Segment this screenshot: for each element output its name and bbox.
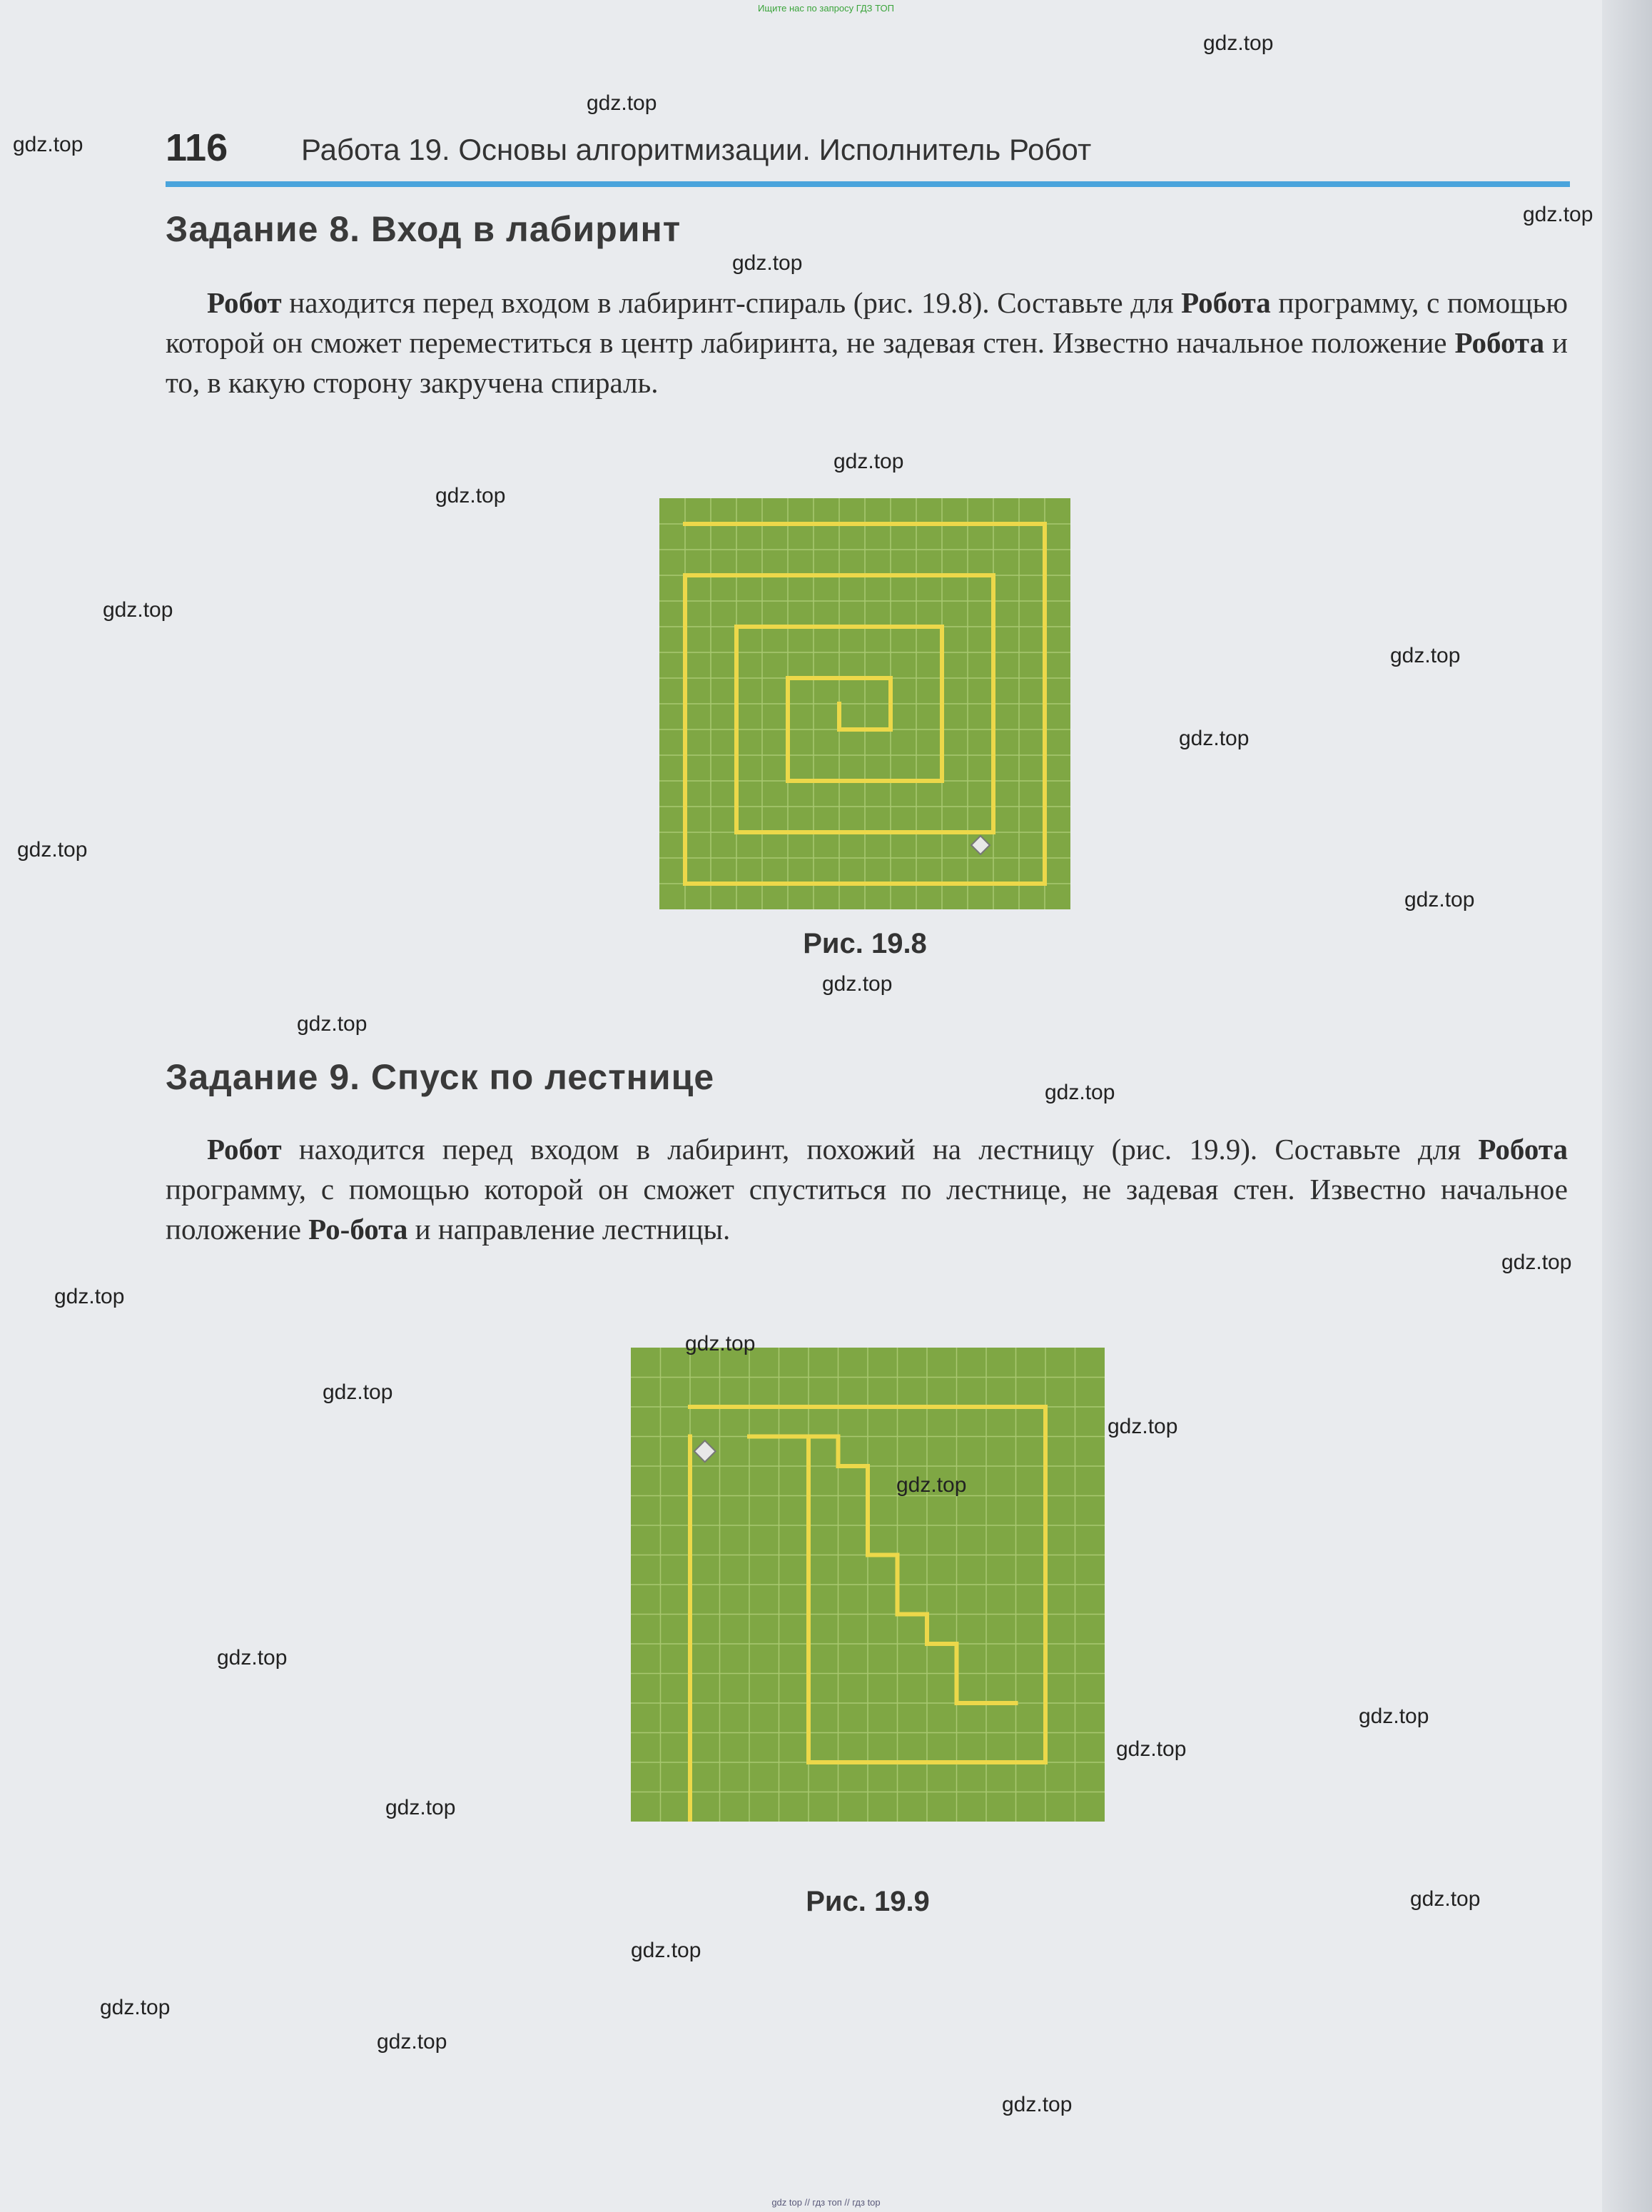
watermark: gdz.top (54, 1285, 125, 1308)
task8-text-part: Робота (1454, 326, 1545, 359)
watermark: gdz.top (13, 133, 83, 156)
task8-text-part: и то, в какую сторону закручена спираль. (166, 326, 1568, 399)
watermark: gdz.top (1390, 644, 1461, 667)
stair-maze-svg (631, 1348, 1105, 1822)
watermark: gdz.top (685, 1332, 756, 1355)
watermark: gdz.top (103, 598, 173, 622)
task9-text-part: и направление лестницы. (407, 1213, 731, 1246)
task9-text-part: Робот (207, 1133, 282, 1166)
watermark: gdz.top (1501, 1251, 1572, 1274)
spiral-maze-svg (659, 498, 1070, 909)
page-header (166, 126, 1571, 183)
header-rule (166, 181, 1570, 187)
task8-text-part: Робот (207, 286, 282, 319)
figure-19-9-caption: Рис. 19.9 (806, 1886, 930, 1917)
task9-text-part: Ро-бота (308, 1213, 408, 1246)
watermark: gdz.top (833, 450, 904, 473)
task9-title: Задание 9. Спуск по лестнице (166, 1057, 715, 1097)
watermark: gdz.top (100, 1996, 171, 2019)
watermark: gdz.top (896, 1473, 967, 1497)
watermark: gdz.top (822, 972, 893, 996)
watermark: gdz.top (1359, 1705, 1429, 1728)
task8-title: Задание 8. Вход в лабиринт (166, 209, 681, 249)
figure-19-9-stair-maze (631, 1348, 1105, 1822)
watermark: gdz.top (732, 251, 803, 275)
watermark: gdz.top (435, 484, 506, 507)
figure-19-8-spiral-maze (659, 498, 1070, 909)
watermark: gdz.top (217, 1646, 288, 1670)
watermark: gdz.top (385, 1796, 456, 1819)
watermark: gdz.top (1523, 203, 1593, 226)
watermark: gdz.top (1108, 1415, 1178, 1438)
watermark: gdz.top (377, 2030, 447, 2054)
page-edge-shadow (1602, 0, 1652, 2212)
figure-19-8-caption: Рис. 19.8 (803, 928, 927, 959)
top-banner[interactable]: Ищите нас по запросу ГДЗ ТОП (758, 3, 894, 14)
task8-text-part: программу, с помощью которой он сможет переместиться в центр лабиринта, не задевая стен. Известно начальное положение (166, 286, 1568, 359)
task9-text (166, 1129, 1568, 1249)
watermark: gdz.top (297, 1012, 368, 1036)
watermark: gdz.top (1179, 727, 1250, 750)
watermark: gdz.top (1002, 2093, 1073, 2116)
watermark: gdz.top (1410, 1887, 1481, 1911)
watermark: gdz.top (17, 838, 88, 862)
watermark: gdz.top (587, 91, 657, 115)
task9-text-part: находится перед входом в лабиринт, похожий на лестницу (рис. 19.9). Составьте для (281, 1133, 1479, 1166)
watermark: gdz.top (1203, 31, 1274, 55)
running-head: Работа 19. Основы алгоритмизации. Исполнитель Робот (301, 133, 1092, 166)
watermark: gdz.top (1116, 1737, 1187, 1761)
task8-text (166, 283, 1568, 403)
task9-text-part: Робота (1478, 1133, 1568, 1166)
watermark: gdz.top (323, 1380, 393, 1404)
watermark: gdz.top (631, 1939, 701, 1962)
task8-text-part: находится перед входом в лабиринт-спираль (рис. 19.8). Составьте для (281, 286, 1182, 319)
bottom-banner[interactable]: gdz top // гдз топ // гдз top (771, 2197, 881, 2208)
watermark: gdz.top (1045, 1081, 1115, 1104)
watermark: gdz.top (1404, 888, 1475, 911)
task9-text-part: программу, с помощью которой он сможет спуститься по лестнице, не задевая стен. Известно начальное положение (166, 1173, 1568, 1246)
page-number: 116 (166, 126, 228, 169)
task8-text-part: Робота (1181, 286, 1271, 319)
